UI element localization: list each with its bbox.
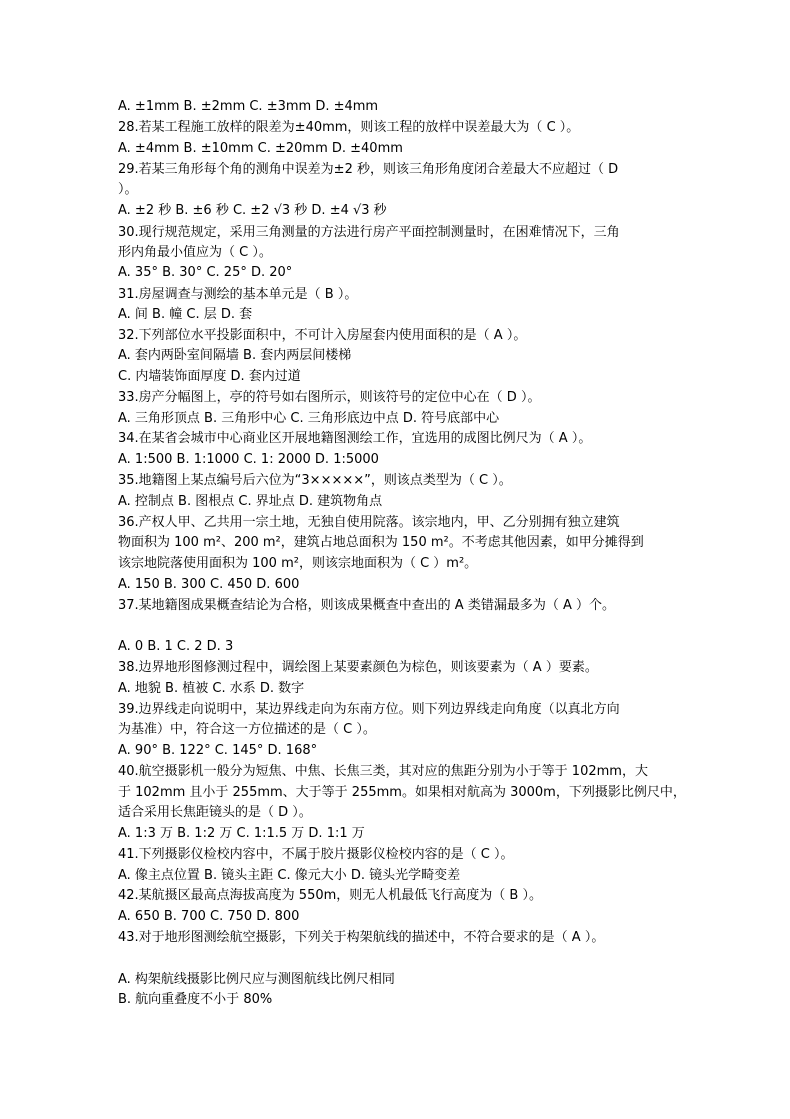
text-line: 形内角最小值应为（ C ）。 bbox=[118, 245, 272, 260]
text-line: 40.航空摄影机一般分为短焦、中焦、长焦三类，其对应的焦距分别为小于等于 102mm，大 bbox=[118, 764, 648, 779]
text-line: A. 三角形顶点 B. 三角形中心 C. 三角形底边中点 D. 符号底部中心 bbox=[118, 411, 500, 426]
text-line: 适合采用长焦距镜头的是（ D ）。 bbox=[118, 805, 312, 820]
text-line: 物面积为 100 m²、200 m²，建筑占地总面积为 150 m²。不考虑其他因素，如甲分摊得到 bbox=[118, 535, 644, 550]
text-line: A. 像主点位置 B. 镜头主距 C. 像元大小 D. 镜头光学畸变差 bbox=[118, 868, 461, 883]
text-line: A. 0 B. 1 C. 2 D. 3 bbox=[118, 639, 234, 654]
text-line: 36.产权人甲、乙共用一宗土地，无独自使用院落。该宗地内，甲、乙分别拥有独立建筑 bbox=[118, 515, 620, 530]
text-line: 32.下列部位水平投影面积中，不可计入房屋套内使用面积的是（ A ）。 bbox=[118, 328, 527, 343]
text-line: A. ±4mm B. ±10mm C. ±20mm D. ±40mm bbox=[118, 141, 403, 156]
text-line: 42.某航摄区最高点海拔高度为 550m，则无人机最低飞行高度为（ B ）。 bbox=[118, 888, 542, 903]
text-line: 31.房屋调查与测绘的基本单元是（ B ）。 bbox=[118, 287, 358, 302]
text-line: C. 内墙装饰面厚度 D. 套内过道 bbox=[118, 369, 301, 384]
text-line: A. 1:3 万 B. 1:2 万 C. 1:1.5 万 D. 1:1 万 bbox=[118, 826, 365, 841]
text-line: 37.某地籍图成果概查结论为合格，则该成果概查中查出的 A 类错漏最多为（ A ）个。 bbox=[118, 598, 615, 613]
text-line: 35.地籍图上某点编号后六位为“3×××××”，则该点类型为（ C ）。 bbox=[118, 473, 512, 488]
text-line: 33.房产分幅图上，亭的符号如右图所示，则该符号的定位中心在（ D ）。 bbox=[118, 390, 541, 405]
text-line: A. 150 B. 300 C. 450 D. 600 bbox=[118, 577, 300, 592]
text-line: 28.若某工程施工放样的限差为±40mm，则该工程的放样中误差最大为（ C ）。 bbox=[118, 120, 580, 135]
text-line: 该宗地院落使用面积为 100 m²，则该宗地面积为（ C ）m²。 bbox=[118, 556, 478, 571]
text-line: A. ±2 秒 B. ±6 秒 C. ±2 √3 秒 D. ±4 √3 秒 bbox=[118, 203, 387, 218]
text-line: A. 地貌 B. 植被 C. 水系 D. 数字 bbox=[118, 681, 305, 696]
text-line: A. ±1mm B. ±2mm C. ±3mm D. ±4mm bbox=[118, 99, 379, 114]
text-line: A. 1:500 B. 1:1000 C. 1: 2000 D. 1:5000 bbox=[118, 452, 379, 467]
text-line: A. 套内两卧室间隔墙 B. 套内两层间楼梯 bbox=[118, 348, 352, 363]
text-line: A. 650 B. 700 C. 750 D. 800 bbox=[118, 909, 300, 924]
text-line: 43.对于地形图测绘航空摄影，下列关于构架航线的描述中，不符合要求的是（ A ）。 bbox=[118, 930, 605, 945]
text-line: 39.边界线走向说明中，某边界线走向为东南方位。则下列边界线走向角度（以真北方向 bbox=[118, 702, 620, 717]
text-line: A. 构架航线摄影比例尺应与测图航线比例尺相同 bbox=[118, 972, 395, 987]
text-line: 41.下列摄影仪检校内容中，不属于胶片摄影仪检校内容的是（ C ）。 bbox=[118, 847, 514, 862]
text-line: A. 间 B. 幢 C. 层 D. 套 bbox=[118, 307, 253, 322]
text-line: 为基准）中，符合这一方位描述的是（ C ）。 bbox=[118, 722, 376, 737]
text-line: 34.在某省会城市中心商业区开展地籍图测绘工作，宜选用的成图比例尺为（ A ）。 bbox=[118, 431, 592, 446]
text-line: B. 航向重叠度不小于 80% bbox=[118, 992, 273, 1007]
text-line: 30.现行规范规定，采用三角测量的方法进行房产平面控制测量时，在困难情况下，三角 bbox=[118, 225, 620, 240]
text-line: A. 控制点 B. 图根点 C. 界址点 D. 建筑物角点 bbox=[118, 494, 383, 509]
text-line: 于 102mm 且小于 255mm、大于等于 255mm。如果相对航高为 3000m，下列摄影比例尺中， bbox=[118, 785, 686, 800]
text-line: ）。 bbox=[118, 182, 138, 197]
text-line: 29.若某三角形每个角的测角中误差为±2 秒，则该三角形角度闭合差最大不应超过（ D bbox=[118, 162, 619, 177]
text-line: A. 35° B. 30° C. 25° D. 20° bbox=[118, 265, 293, 280]
text-line: 38.边界地形图修测过程中，调绘图上某要素颜色为棕色，则该要素为（ A ）要素。 bbox=[118, 660, 598, 675]
text-line: A. 90° B. 122° C. 145° D. 168° bbox=[118, 743, 318, 758]
